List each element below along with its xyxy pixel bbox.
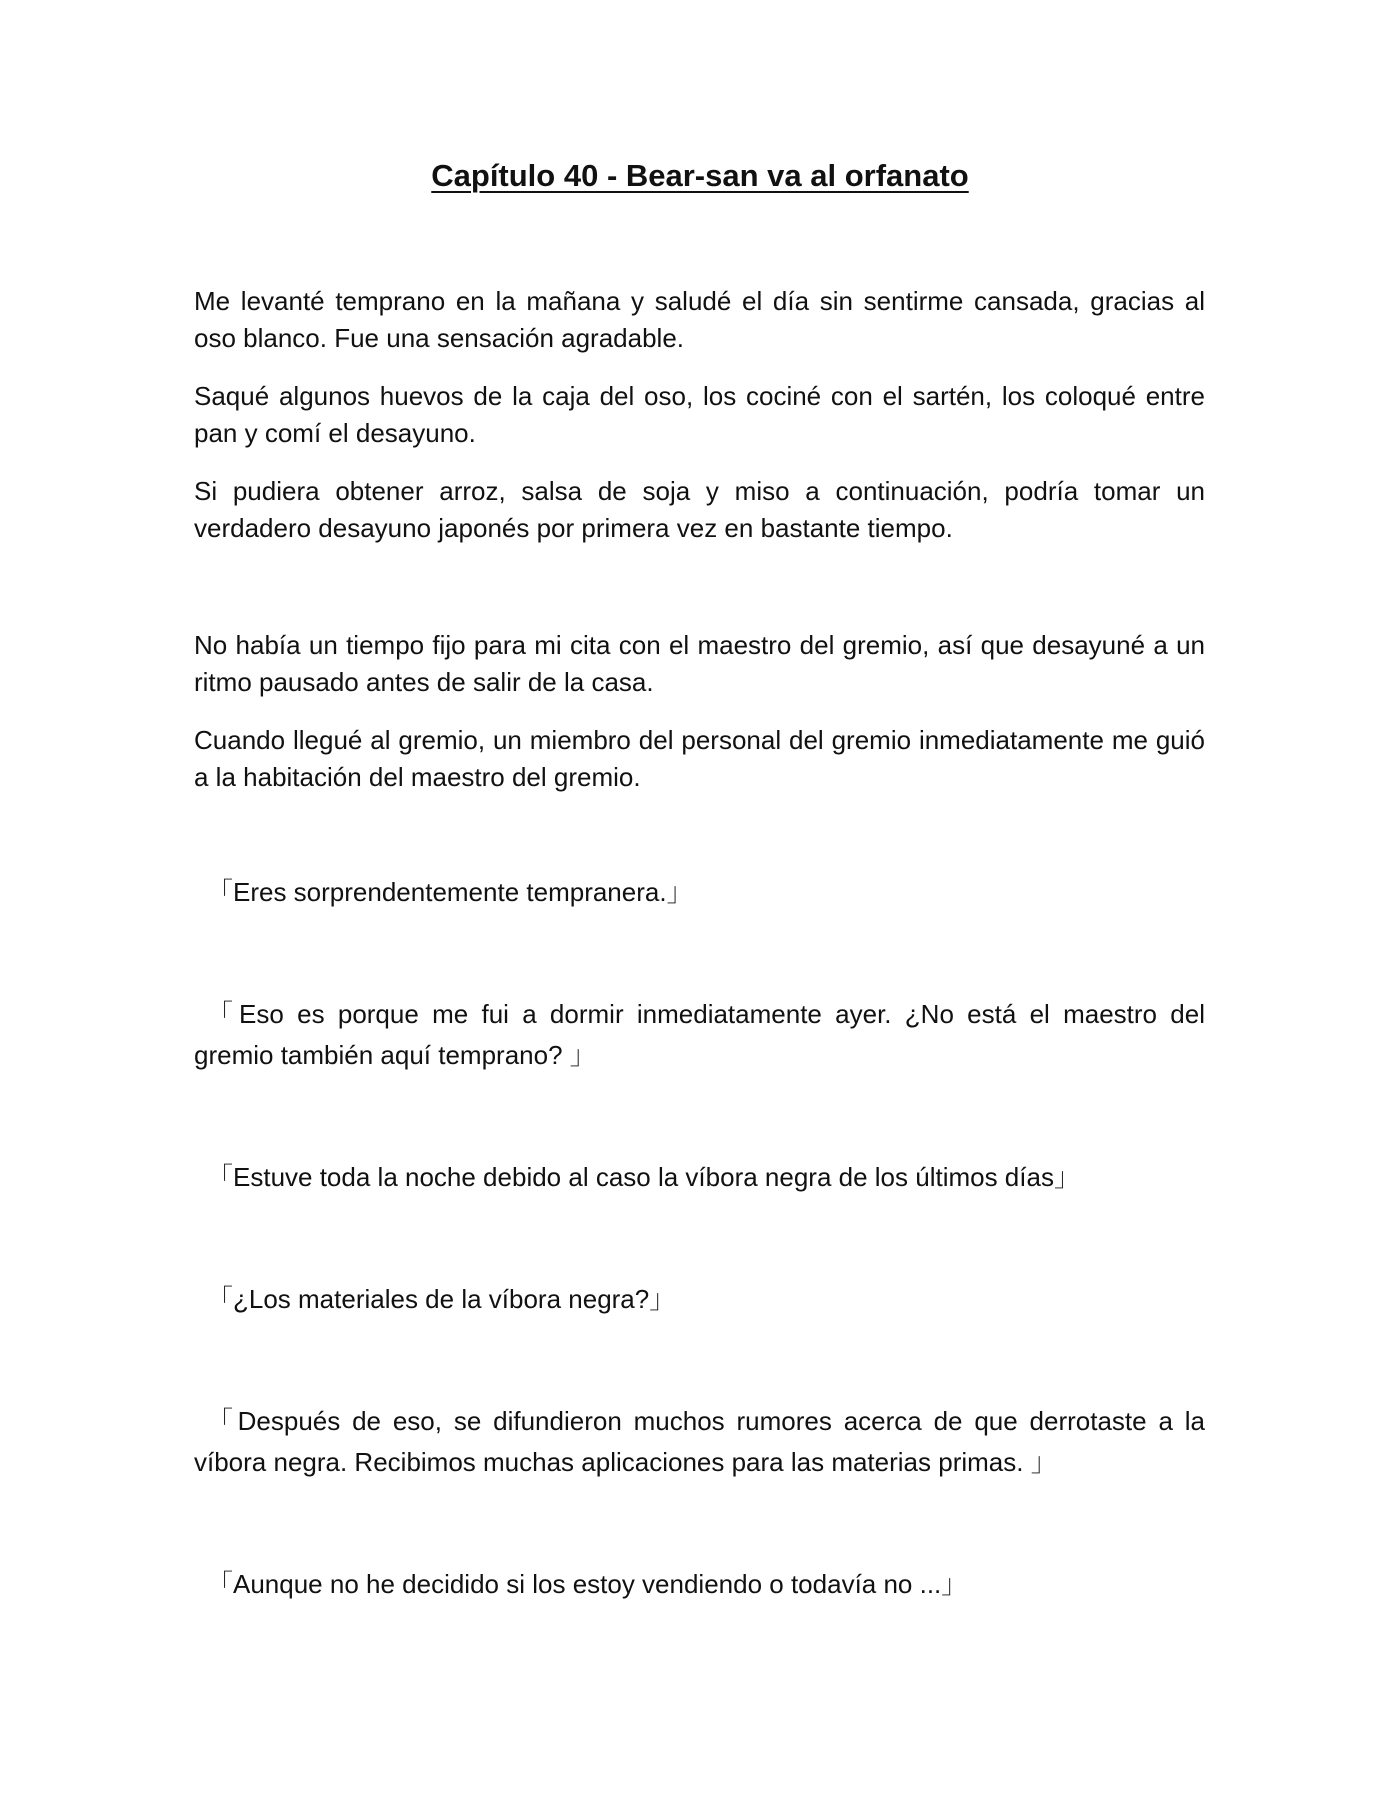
dialogue-line: 「Aunque no he decidido si los estoy vendiendo o todavía no ...」 (207, 1569, 968, 1599)
dialogue-line: 「Estuve toda la noche debido al caso la víbora negra de los últimos días」 (207, 1162, 1080, 1192)
chapter-body (194, 283, 1205, 1605)
dialogue-line: 「Eres sorprendentemente tempranera.」 (207, 877, 693, 907)
paragraph: No había un tiempo fijo para mi cita con el maestro del gremio, así que desayuné a un ritmo pausado antes de salir de la casa. (194, 630, 1205, 697)
paragraph: Saqué algunos huevos de la caja del oso, los cociné con el sartén, los coloqué entre pan y comí el desayuno. (194, 381, 1205, 448)
dialogue-line: 「Eso es porque me fui a dormir inmediatamente ayer. ¿No está el maestro del gremio también aquí temprano? 」 (194, 999, 1205, 1070)
paragraph: Me levanté temprano en la mañana y saludé el día sin sentirme cansada, gracias al oso blanco. Fue una sensación agradable. (194, 286, 1205, 353)
chapter-title: Capítulo 40 - Bear-san va al orfanato (431, 158, 969, 193)
paragraph: Si pudiera obtener arroz, salsa de soja y miso a continuación, podría tomar un verdadero desayuno japonés por primera vez en bastante tiempo. (194, 476, 1205, 543)
paragraph: Cuando llegué al gremio, un miembro del personal del gremio inmediatamente me guió a la habitación del maestro del gremio. (194, 725, 1205, 792)
dialogue-line: 「¿Los materiales de la víbora negra?」 (207, 1284, 676, 1314)
dialogue-line: 「Después de eso, se difundieron muchos rumores acerca de que derrotaste a la víbora negra. Recibimos muchas aplicaciones para las materias primas. 」 (194, 1406, 1205, 1477)
